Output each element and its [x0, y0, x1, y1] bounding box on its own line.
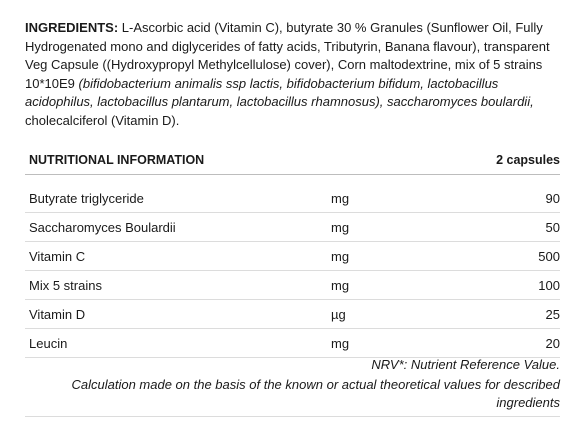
nutrient-value: 100	[538, 277, 560, 293]
ingredients-label: INGREDIENTS:	[25, 20, 119, 35]
ingredients-text: L-Ascorbic acid (Vitamin C), butyrate 30 % Granules (Sunflower Oil, Fully Hydrogenated mono and diglycerides of fatty acids, Tributyrin, Banana flavour), transparent Veg Capsule ((Hydroxypropyl Methylcellulose) cover), Corn maltodextrine, mix of 5 strains 10*10E9	[25, 20, 550, 91]
nutrient-unit: mg	[331, 277, 350, 293]
nutrition-header-title: NUTRITIONAL INFORMATION	[29, 153, 205, 167]
nutrient-unit: mg	[331, 190, 350, 206]
nutrition-table	[25, 146, 560, 358]
table-row	[25, 213, 560, 242]
nutrient-name: Vitamin C	[29, 248, 86, 264]
calculation-note: Calculation made on the basis of the known or actual theoretical values for described ingredients	[71, 377, 560, 410]
nutrition-header-serving: 2 capsules	[496, 153, 560, 167]
nutrient-name: Mix 5 strains	[29, 277, 102, 293]
table-row	[25, 271, 560, 300]
nutrient-name: Vitamin D	[29, 306, 86, 322]
nutrient-value: 90	[545, 190, 560, 206]
nutrition-rows	[25, 184, 560, 358]
nutrient-unit: µg	[331, 306, 346, 322]
nutrient-unit: mg	[331, 219, 350, 235]
nutrient-value: 50	[545, 219, 560, 235]
ingredients-paragraph	[25, 19, 570, 130]
nutrient-value: 500	[538, 248, 560, 264]
table-row	[25, 242, 560, 271]
bottom-divider	[25, 416, 560, 417]
ingredients-strains-text: (bifidobacterium animalis ssp lactis, bifidobacterium bifidum, lactobacillus acidophilus, lactobacillus plantarum, lactobacillus rhamnosus), saccharomyces boulardii,	[25, 75, 534, 109]
table-row	[25, 300, 560, 329]
nrv-note: NRV*: Nutrient Reference Value.	[371, 357, 560, 372]
nutrient-name: Saccharomyces Boulardii	[29, 219, 176, 235]
nutrient-value: 25	[545, 306, 560, 322]
table-row	[25, 184, 560, 213]
nutrient-value: 20	[545, 335, 560, 351]
table-row	[25, 329, 560, 358]
nutrient-name: Butyrate triglyceride	[29, 190, 144, 206]
nutrient-name: Leucin	[29, 335, 68, 351]
ingredients-text-end: cholecalciferol (Vitamin D).	[25, 112, 180, 128]
nutrient-unit: mg	[331, 248, 350, 264]
nutrition-table-header	[25, 146, 560, 175]
nutrient-unit: mg	[331, 335, 350, 351]
footnotes	[25, 356, 560, 412]
